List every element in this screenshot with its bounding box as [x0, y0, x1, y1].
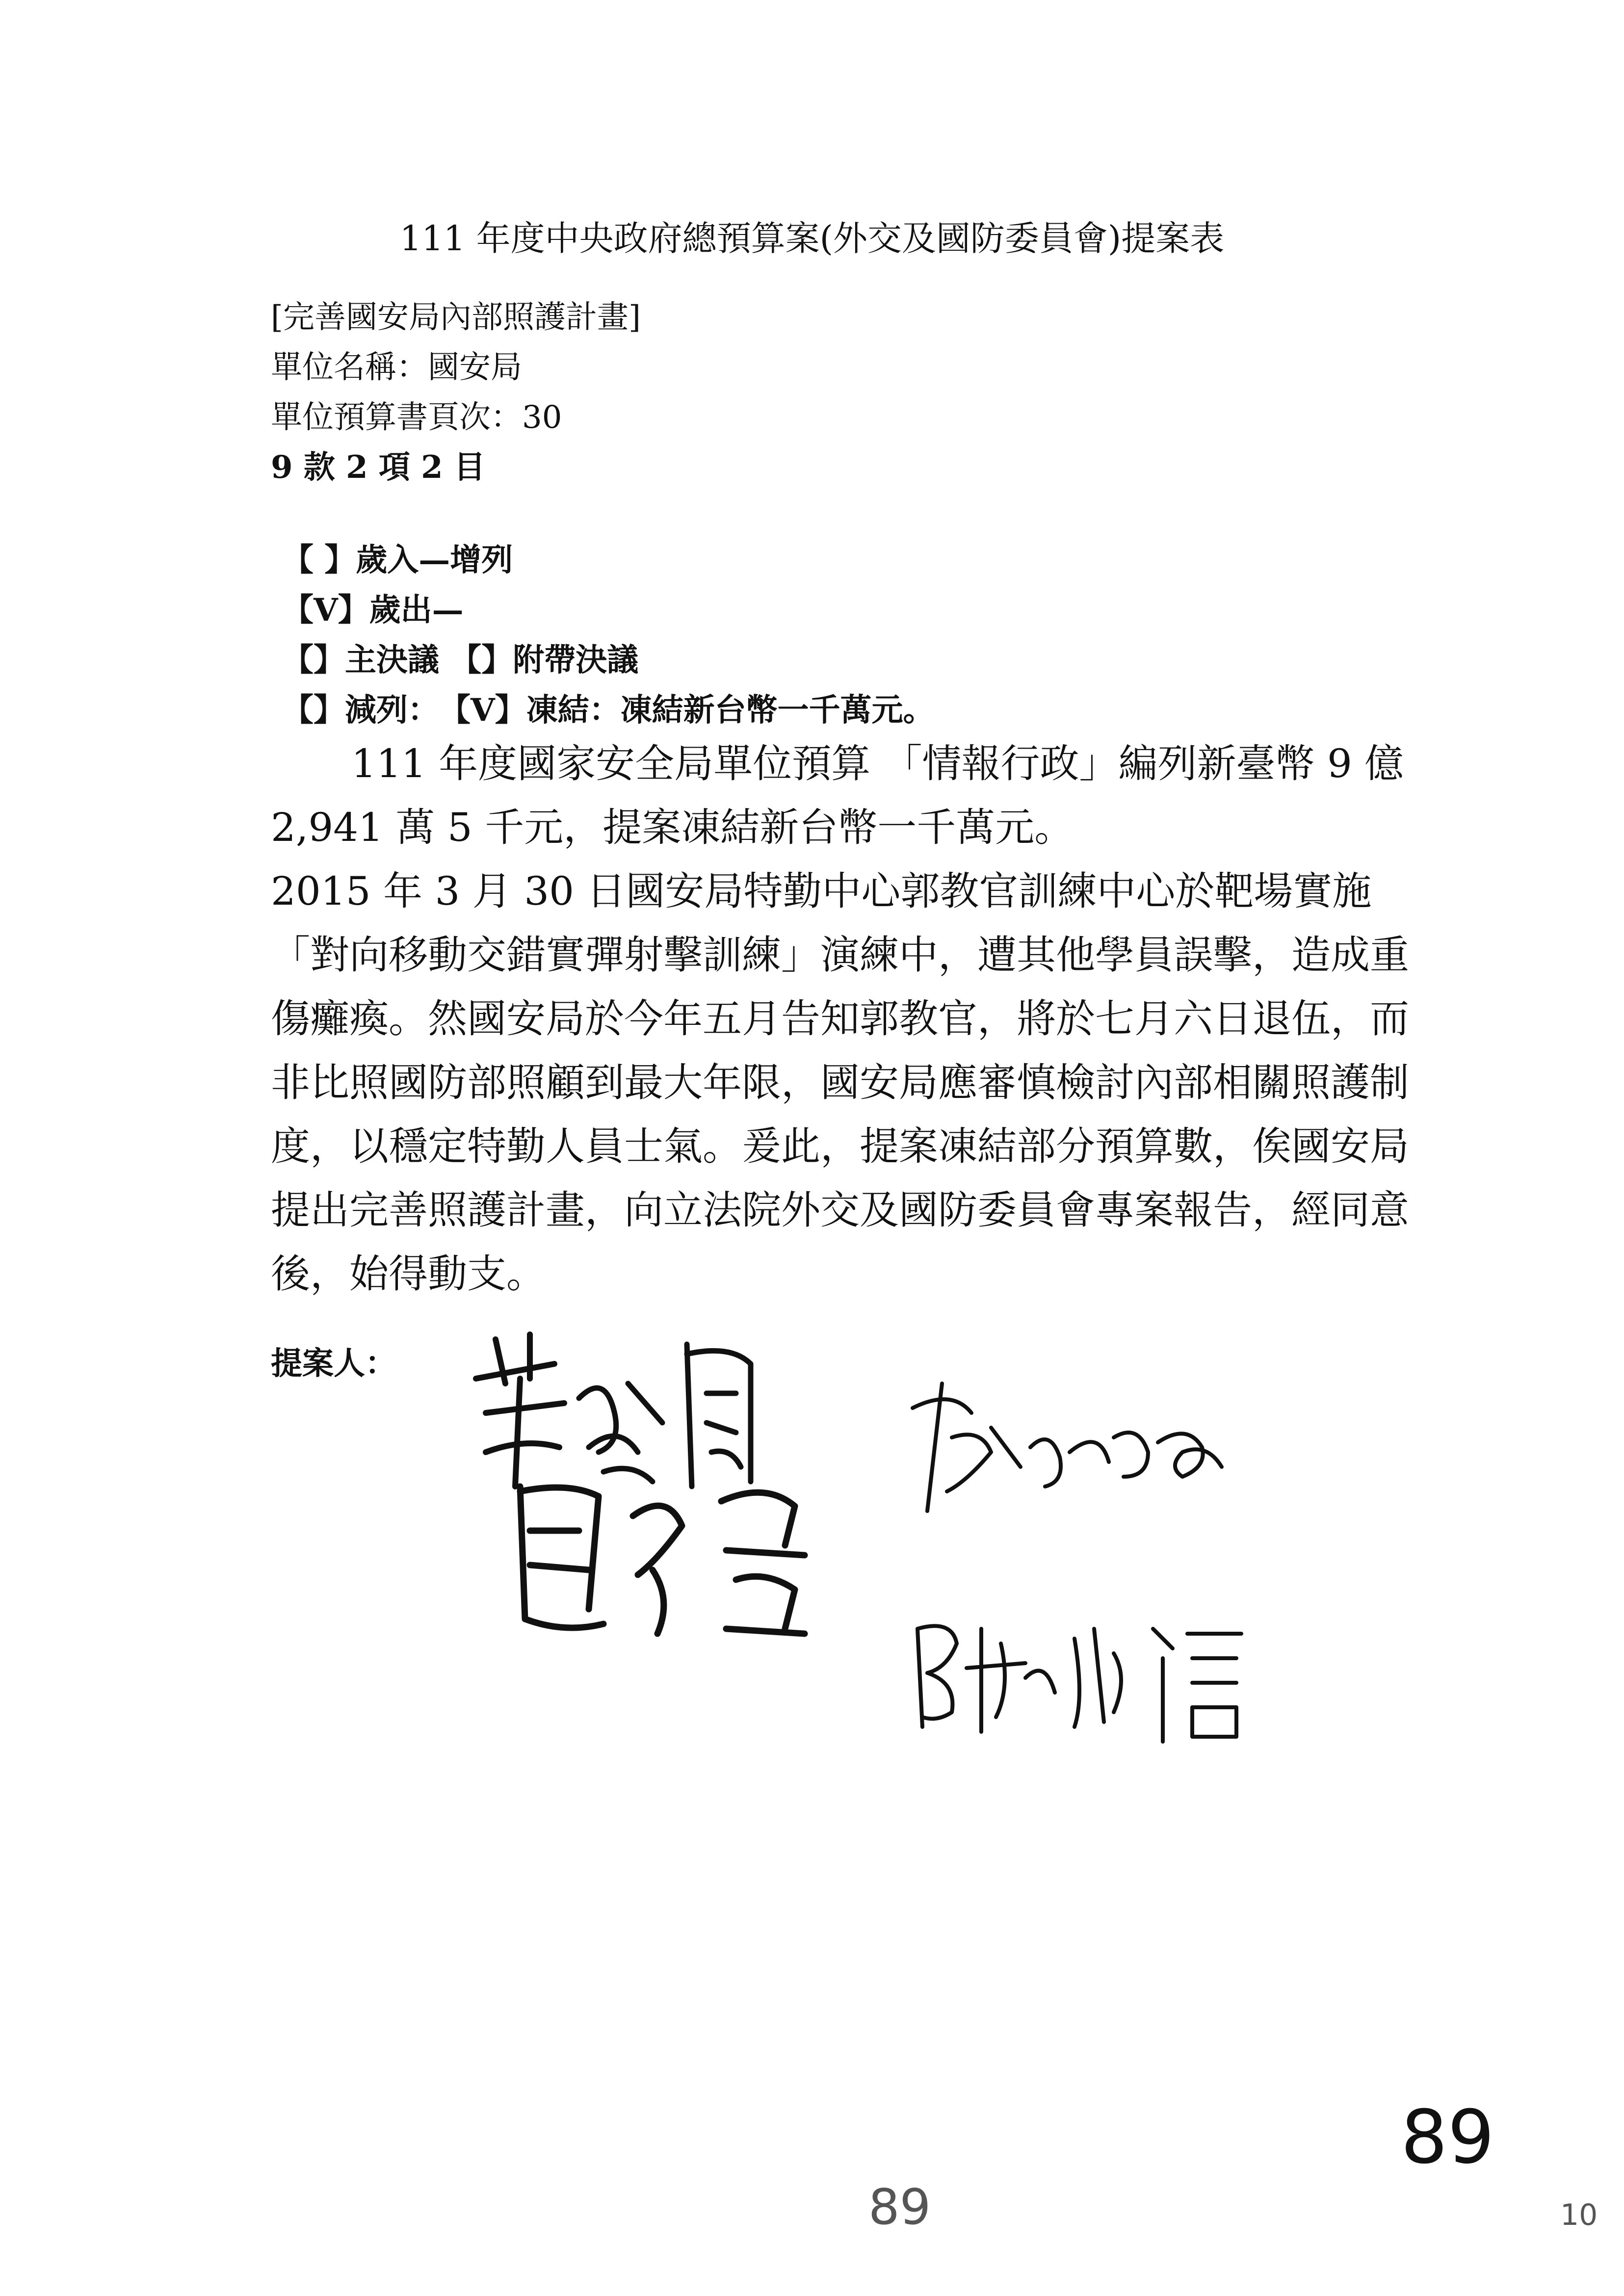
- proposer-label: 提案人：: [271, 1345, 396, 1382]
- proposal-body: [271, 732, 1439, 1306]
- budget-page: 單位預算書頁次：30: [271, 399, 562, 436]
- unit-name: 單位名稱：國安局: [271, 349, 522, 386]
- page-number: 89: [1401, 2095, 1494, 2180]
- plan-name: [完善國安局內部照護計畫]: [271, 299, 641, 336]
- corner-note: 10: [1560, 2198, 1598, 2232]
- signature-3: [893, 1369, 1236, 1531]
- item-code: 9 款 2 項 2 目: [271, 449, 485, 486]
- page-number-faint: 89: [868, 2178, 931, 2236]
- checkbox-reduce-freeze: 【】減列： 【V】凍結：凍結新台幣一千萬元。: [282, 692, 935, 729]
- checkbox-expenditure: 【V】歲出—: [282, 592, 464, 628]
- signature-4: [898, 1599, 1271, 1747]
- signature-2: [491, 1472, 834, 1648]
- document-title: 111 年度中央政府總預算案(外交及國防委員會)提案表: [399, 218, 1225, 259]
- body-paragraph-1: 111 年度國家安全局單位預算 「情報行政」編列新臺幣 9 億 2,941 萬 5 千元，提案凍結新台幣一千萬元。: [271, 741, 1404, 850]
- checkbox-resolution: 【】主決議 【】附帶決議: [282, 642, 639, 678]
- checkbox-revenue: 【 】歲入—增列: [282, 542, 513, 578]
- body-paragraph-2: 2015 年 3 月 30 日國安局特勤中心郭教官訓練中心於靶場實施「對向移動交錯實彈射擊訓練」演練中，遭其他學員誤擊，造成重傷癱瘓。然國安局於今年五月告知郭教官，將於七月六日退伍，而非比照國防部照顧到最大年限，國安局應審慎檢討內部相關照護制度，以穩定特勤人員士氣。爰此，提案凍結部分預算數，俟國安局提出完善照護計畫，向立法院外交及國防委員會專案報告，經同意後，始得動支。: [271, 868, 1409, 1297]
